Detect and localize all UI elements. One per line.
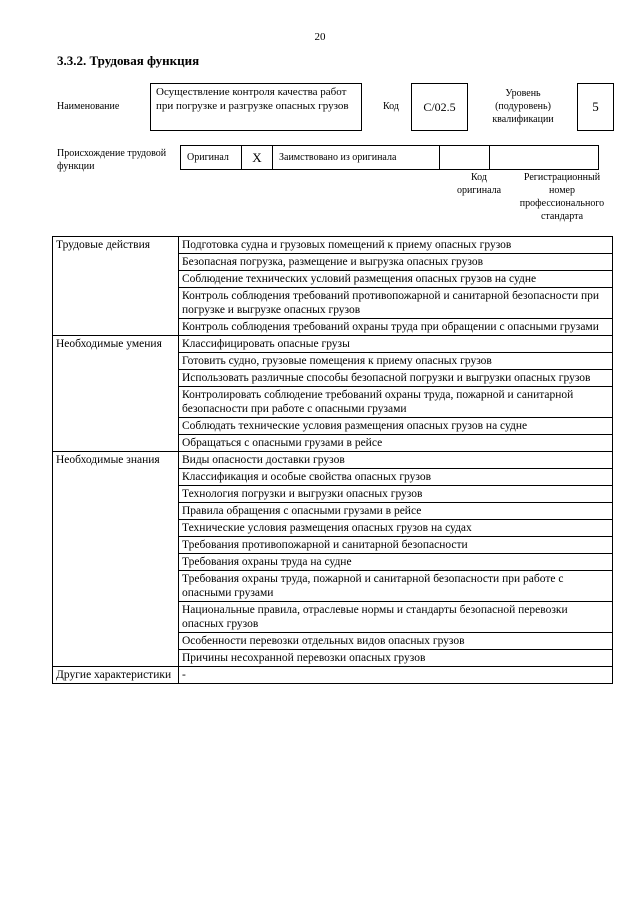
level-label: Уровень (подуровень) квалификации <box>492 88 554 125</box>
original-mark: X <box>242 146 273 170</box>
reg-number-cell <box>490 146 599 170</box>
origin-label: Происхождение трудовой функции <box>57 148 167 172</box>
skill-item: Обращаться с опасными грузами в рейсе <box>179 435 613 452</box>
labor-action-item: Соблюдение технических условий размещения опасных грузов на судне <box>179 271 613 288</box>
knowledge-item: Виды опасности доставки грузов <box>179 452 613 469</box>
section-title: 3.3.2. Трудовая функция <box>57 53 200 68</box>
table-row <box>53 336 613 353</box>
borrowed-label: Заимствовано из оригинала <box>273 146 440 170</box>
function-name-box: Осуществление контроля качества работ при погрузке и разгрузке опасных грузов <box>150 83 362 131</box>
function-details-table <box>52 236 613 684</box>
skill-item: Классифицировать опасные грузы <box>179 336 613 353</box>
reg-number-label: Регистрационный номер профессионального стандарта <box>519 172 605 222</box>
knowledge-item: Особенности перевозки отдельных видов опасных грузов <box>179 633 613 650</box>
table-row <box>53 452 613 469</box>
skill-item: Использовать различные способы безопасной погрузки и выгрузки опасных грузов <box>179 370 613 387</box>
labor-action-item: Подготовка судна и грузовых помещений к приему опасных грузов <box>179 237 613 254</box>
knowledge-item: Технология погрузки и выгрузки опасных грузов <box>179 486 613 503</box>
code-original-label: Код оригинала <box>456 172 502 196</box>
knowledge-item: Требования противопожарной и санитарной безопасности <box>179 537 613 554</box>
labor-action-item: Контроль соблюдения требований противопожарной и санитарной безопасности при погрузке и выгрузке опасных грузов <box>179 288 613 319</box>
knowledge-item: Технические условия размещения опасных грузов на судах <box>179 520 613 537</box>
row-label-skills: Необходимые умения <box>53 336 179 452</box>
other-characteristics-value: - <box>179 667 613 684</box>
page-number: 20 <box>314 31 326 43</box>
code-value-box: C/02.5 <box>411 83 468 131</box>
original-label: Оригинал <box>181 146 242 170</box>
skill-item: Контролировать соблюдение требований охраны труда, пожарной и санитарной безопасности при работе с опасными грузами <box>179 387 613 418</box>
skill-item: Соблюдать технические условия размещения опасных грузов на судне <box>179 418 613 435</box>
origin-table <box>180 145 599 170</box>
code-label: Код <box>383 101 399 112</box>
knowledge-item: Классификация и особые свойства опасных грузов <box>179 469 613 486</box>
row-label-labor-actions: Трудовые действия <box>53 237 179 336</box>
labor-action-item: Безопасная погрузка, размещение и выгрузка опасных грузов <box>179 254 613 271</box>
knowledge-item: Причины несохранной перевозки опасных грузов <box>179 650 613 667</box>
knowledge-item: Национальные правила, отраслевые нормы и стандарты безопасной перевозки опасных грузов <box>179 602 613 633</box>
skill-item: Готовить судно, грузовые помещения к приему опасных грузов <box>179 353 613 370</box>
table-row <box>53 667 613 684</box>
knowledge-item: Правила обращения с опасными грузами в рейсе <box>179 503 613 520</box>
code-original-cell <box>440 146 490 170</box>
name-label: Наименование <box>57 101 120 112</box>
knowledge-item: Требования охраны труда, пожарной и санитарной безопасности при работе с опасными грузами <box>179 571 613 602</box>
knowledge-item: Требования охраны труда на судне <box>179 554 613 571</box>
row-label-knowledge: Необходимые знания <box>53 452 179 667</box>
row-label-other: Другие характеристики <box>53 667 179 684</box>
table-row <box>53 237 613 254</box>
level-value-box: 5 <box>577 83 614 131</box>
labor-action-item: Контроль соблюдения требований охраны труда при обращении с опасными грузами <box>179 319 613 336</box>
